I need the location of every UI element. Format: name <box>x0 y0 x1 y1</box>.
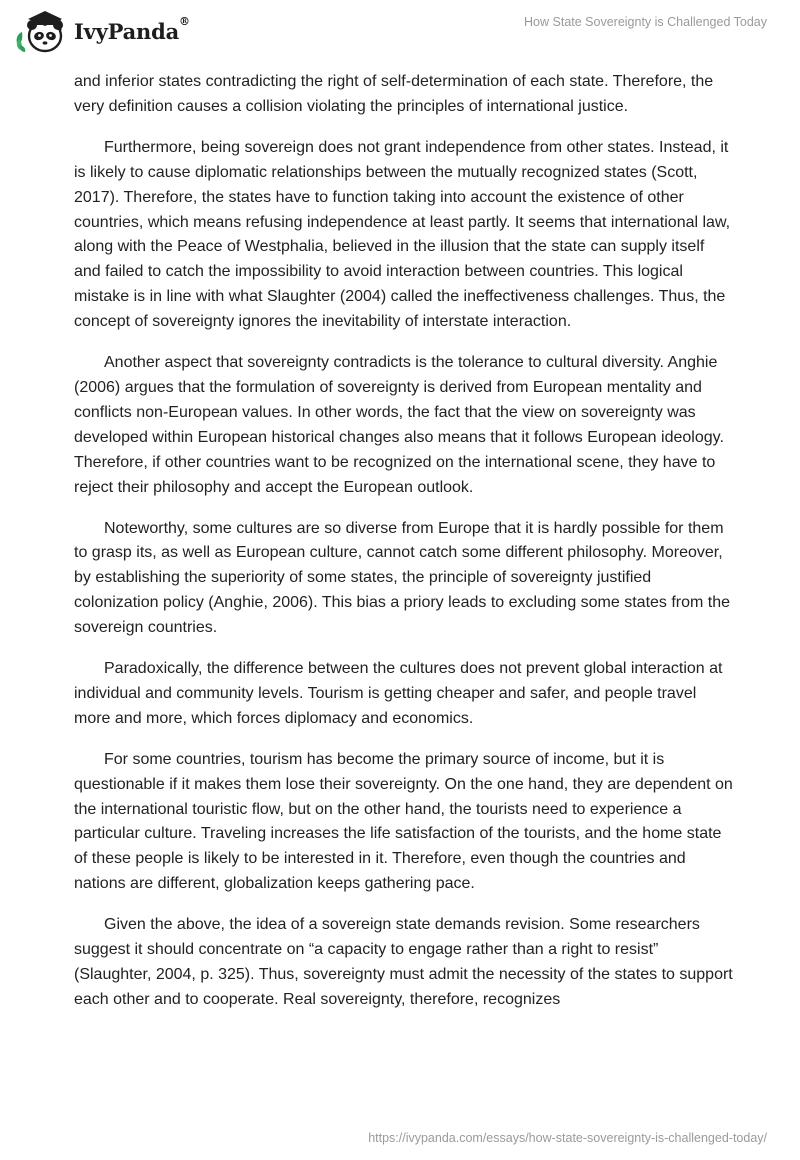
document-title: How State Sovereignty is Challenged Today <box>524 15 767 29</box>
panda-graduation-cap-icon <box>14 6 72 56</box>
brand-name: IvyPanda® <box>74 14 190 44</box>
paragraph-1: and inferior states contradicting the right of self-determination of each state. Therefore, the very definition causes a collision violating the principles of international justice. <box>74 73 714 115</box>
essay-body <box>74 70 734 1029</box>
paragraph-6: For some countries, tourism has become the primary source of income, but it is questionable if it makes them lose their sovereignty. On the one hand, they are dependent on the international touristic flow, but on the other hand, the tourists need to experience a particular culture. Traveling increases the life satisfaction of the tourists, and the home state of these people is likely to be interested in it. Therefore, even though the countries and nations are different, globalization keeps gathering pace. <box>74 750 733 893</box>
paragraph-5: Paradoxically, the difference between the cultures does not prevent global interaction at individual and community levels. Tourism is getting cheaper and safer, and people travel more and more, which forces diplomacy and economics. <box>74 660 723 727</box>
footer-source-url[interactable]: https://ivypanda.com/essays/how-state-sovereignty-is-challenged-today/ <box>368 1131 767 1145</box>
paragraph-7: Given the above, the idea of a sovereign state demands revision. Some researchers suggest it should concentrate on “a capacity to engage rather than a right to resist” (Slaughter, 2004, p. 325). Thus, sovereignty must admit the necessity of the states to support each other and to cooperate. Real sovereignty, therefore, recognizes <box>74 916 733 1008</box>
paragraph-2: Furthermore, being sovereign does not grant independence from other states. Instead, it is likely to cause diplomatic relationships between the mutually recognized states (Scott, 2017). Therefore, the states have to function taking into account the existence of other countries, which means refusing independence at least partly. It seems that international law, along with the Peace of Westphalia, believed in the illusion that the state can supply itself and failed to catch the impossibility to avoid interaction between countries. This logical mistake is in line with what Slaughter (2004) called the ineffectiveness challenges. Thus, the concept of sovereignty ignores the inevitability of interstate interaction. <box>74 138 731 331</box>
ivypanda-logo[interactable] <box>14 6 190 56</box>
page-header <box>0 0 800 60</box>
registered-mark: ® <box>179 14 190 28</box>
paragraph-3: Another aspect that sovereignty contradicts is the tolerance to cultural diversity. Anghie (2006) argues that the formulation of sovereignty is derived from European mentality and conflicts non-European values. In other words, the fact that the view on sovereignty was developed within European historical changes also means that it follows European ideology. Therefore, if other countries want to be recognized on the international scene, they have to reject their philosophy and accept the European outlook. <box>74 354 724 496</box>
paragraph-4: Noteworthy, some cultures are so diverse from Europe that it is hardly possible for them to grasp its, as well as European culture, cannot catch some different philosophy. Moreover, by establishing the superiority of some states, the principle of sovereignty justified colonization policy (Anghie, 2006). This bias a priory leads to excluding some states from the sovereign countries. <box>74 519 731 637</box>
